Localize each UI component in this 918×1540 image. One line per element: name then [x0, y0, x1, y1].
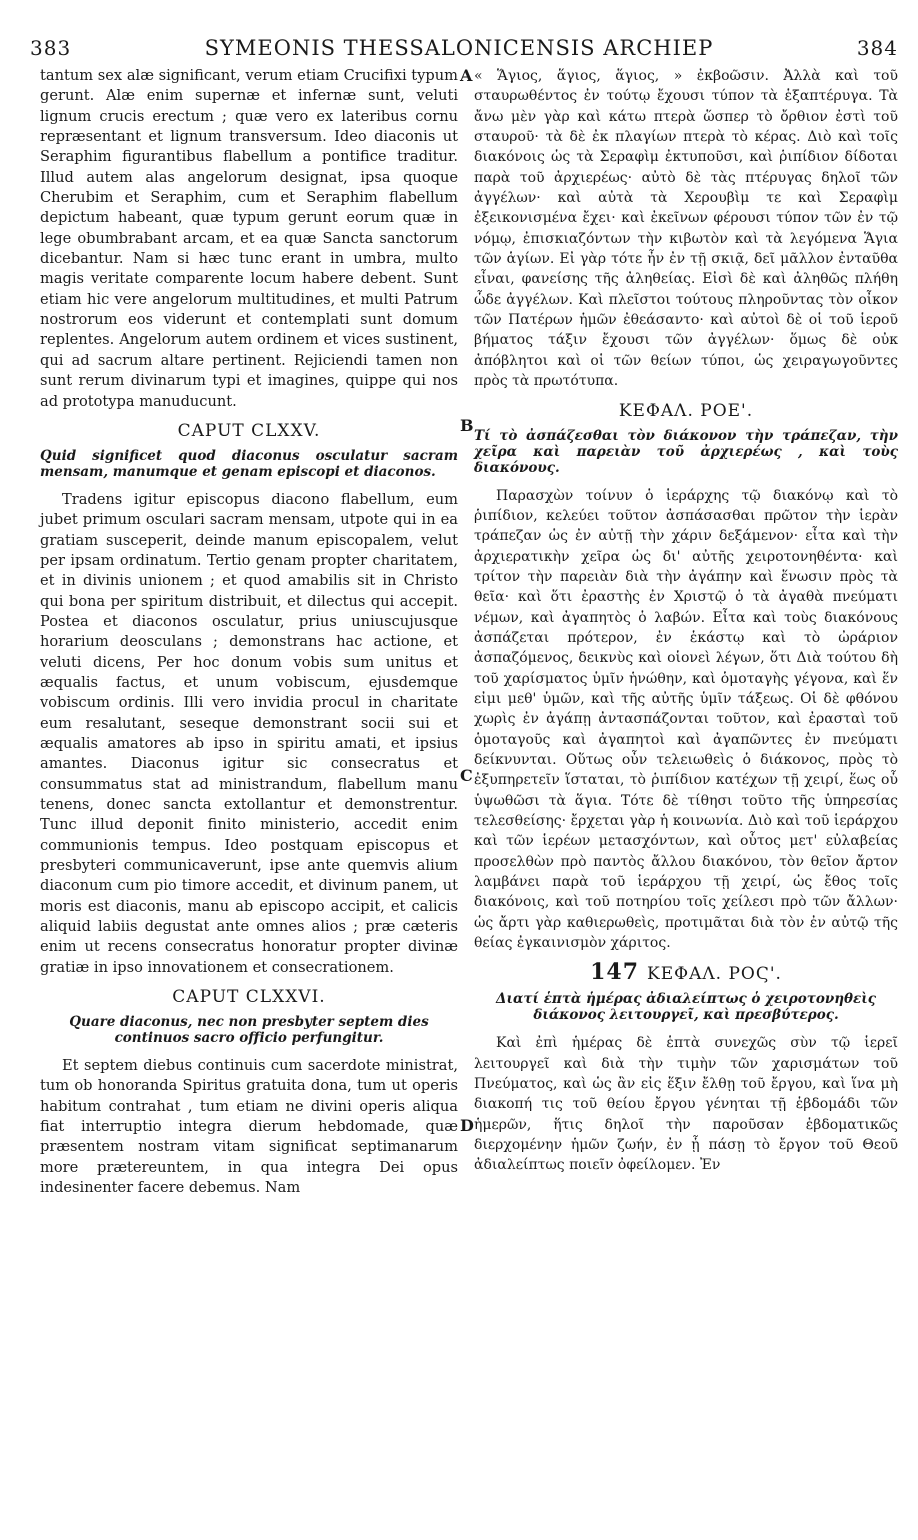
latin-intro-paragraph: tantum sex alæ significant, verum etiam Crucifixi typum gerunt. Alæ enim supernæ et infernæ sunt, veluti lignum crucis erectum ; quæ vero ex lateribus cornu repræsentant et lignum transversum. Ideo diaconis ut Seraphim figurantibus flabellum a pontifice traditur. Illud autem alas angelorum designat, ipsa quoque Cherubim et Seraphim, cum et Seraphim flabellum depictum habeant, quæ typum gerunt eorum quæ in lege obumbrabant arcam, et ea quæ Sancta sanctorum dicebantur. Nam si hæc tunc erant in umbra, multo magis veritate comparente locum habere debent. Sunt etiam hic vere angelorum multitudines, et multi Patrum nostrorum eos viderunt et contemplati sunt domum replentes. Angelorum autem ordinem et vices sustinent, qui ad sacrum altare pertinent. Rejiciendi tamen non sunt rerum divinarum typi et imagines, quippe qui nos ad prototypa manuducunt.	[40, 67, 458, 410]
margin-marker-b: B	[460, 416, 474, 435]
latin-chapter-summary-175: Quid significet quod diaconus osculatur sacram mensam, manumque et genam episcopi et diaconos.	[40, 447, 458, 480]
greek-chapter-heading-176-label: ΚΕΦΑΛ. ΡΟϚ'.	[647, 964, 782, 985]
margin-marker-d: D	[460, 1116, 474, 1135]
greek-intro-paragraph: « Ἅγιος, ἅγιος, ἅγιος, » ἐκβοῶσιν. Ἀλλὰ καὶ τοῦ σταυρωθέντος ἐν τούτῳ ἔχουσι τύπον τὰ ἑξαπτέρυγα. Τὰ ἄνω μὲν γὰρ καὶ κάτω πτερὰ ὥσπερ τὸ ὄρθιον ἐστὶ τοῦ σταυροῦ· τὰ δὲ ἐκ πλαγίων πτερὰ τὸ κέρας. Διὸ καὶ τοῖς διακόνοις ὡς τὰ Σεραφὶμ ἐκτυποῦσι, καὶ ῥιπίδιον δίδοται παρὰ τοῦ ἀρχιερέως· αὐτὸ δὲ τὰς πτέρυγας δηλοῖ τῶν ἀγγέλων· καὶ αὐτὰ τὰ Χερουβὶμ τε καὶ Σεραφὶμ ἐξεικονισμένα ἔχει· καὶ ἐκεῖνων φέρουσι τύπον τῶν ἐν τῷ νόμῳ, ἐπισκιαζόντων τὴν κιβωτὸν καὶ τὰ λεγόμενα Ἅγια τῶν ἁγίων. Εἰ γὰρ τότε ἦν ἐν τῇ σκιᾷ, δεῖ μᾶλλον ἐνταῦθα εἶναι, φανείσης τῆς ἀληθείας. Εἰσὶ δὲ καὶ ἀληθῶς πλήθη ὧδε ἀγγέλων. Καὶ πλεῖστοι τούτους πληροῦντας τὸν οἶκον τῶν Πατέρων ἡμῶν ἐθεάσαντο· καὶ αὐτοὶ δὲ οἱ τοῦ ἱεροῦ βήματος τάξιν ἔχουσι τῶν ἀγγέλων· ὅμως δὲ οὐκ ἀπόβλητοι καὶ οἱ τῶν θείων τύποι, ὡς χειραγωγοῦντες πρὸς τὰ πρωτότυπα.	[474, 68, 898, 390]
latin-chapter-summary-176: Quare diaconus, nec non presbyter septem dies continuos sacro officio perfungitur.	[69, 1014, 429, 1047]
greek-chapter-summary-176: Διατί ἑπτὰ ἡμέρας ἀδιαλείπτως ὁ χειροτονηθεὶς διάκονος λειτουργεῖ, καὶ πρεσβύτερος.	[496, 991, 876, 1024]
latin-chapter-heading-176: CAPUT CLXXVI.	[172, 987, 326, 1008]
greek-chapter-heading-176	[474, 961, 898, 985]
greek-column	[474, 66, 898, 1176]
margin-marker-c: C	[460, 766, 473, 785]
margin-marker-a: A	[460, 66, 473, 85]
greek-chapter-body-176: Καὶ ἐπὶ ἡμέρας δὲ ἑπτὰ συνεχῶς σὺν τῷ ἱερεῖ λειτουργεῖ καὶ διὰ τὴν τιμὴν τῶν χαρισμάτων τοῦ Πνεύματος, καὶ ὡς ἂν εἰς ἕξιν ἔλθῃ τοῦ ἔργου, καὶ ἵνα μὴ διακοπή τις τοῦ θείου ἔργου γένηται τῇ ἑβδομάδι τῶν ἡμερῶν, ἥτις δηλοῖ τὴν παροῦσαν ἑβδοματικῶς διερχομένην ἡμῶν ζωήν, ἐν ᾗ πάσῃ τὸ ἔργον τοῦ Θεοῦ ἀδιαλείπτως ποιεῖν ὀφείλομεν. Ἐν	[474, 1035, 898, 1174]
page-number-147: 147	[590, 959, 640, 986]
running-title: SYMEONIS THESSALONICENSIS ARCHIEP	[204, 36, 714, 60]
page-number-right: 384	[856, 36, 898, 60]
latin-column	[40, 66, 458, 1199]
greek-chapter-summary-175: Τί τὸ ἀσπάζεσθαι τὸν διάκονον τὴν τράπεζαν, τὴν χεῖρα καὶ παρειὰν τοῦ ἀρχιερέως , καὶ τοὺς διακόνους.	[474, 427, 898, 476]
greek-chapter-heading-175: ΚΕΦΑΛ. ΡΟΕ'.	[618, 400, 754, 421]
latin-chapter-body-175: Tradens igitur episcopus diacono flabellum, eum jubet primum osculari sacram mensam, utpote qui in ea gratiam susceperit, deinde manum episcopalem, velut per ipsam ordinatum. Tertio genam propter charitatem, et in divinis unionem ; et quod amabilis sit in Christo qui bona per spiritum distribuit, et dilectus qui accepit. Postea et diaconos osculatur, prius uniuscujusque horarium deosculans ; demonstrans hac actione, et veluti dicens, Per hoc donum vobis sum unitus et æqualis factus, et unum vobiscum, ejusdemque vobiscum ordinis. Illi vero invidia procul in charitate eum resalutant, seseque demonstrant socii sui et æqualis amatores ab ipso in spiritu amati, et ipsius amantes. Diaconus igitur sic consecratus et consummatus stat ad ministrandum, flabellum manu tenens, donec sancta extollantur et demonstrentur. Tunc illud deponit finito ministerio, accedit enim communionis tempus. Ideo postquam episcopus et presbyteri communicaverunt, ipse ante quemvis alium diaconum cum pio timore accedit, et divinum panem, ut moris est diaconis, manu ab episcopo accipit, et calicis aliquid labiis degustat ante omnes alios ; præ cæteris enim ut recens consecratus honoratur propter divinæ gratiæ in ipso innovationem et consecrationem.	[40, 490, 458, 976]
greek-chapter-body-175: Παρασχὼν τοίνυν ὁ ἱεράρχης τῷ διακόνῳ καὶ τὸ ῥιπίδιον, κελεύει τοῦτον ἀσπάσασθαι πρῶτον τὴν ἱερὰν τράπεζαν ὡς ἐν αὐτῇ τὴν χάριν δεξάμενον· εἶτα καὶ τὴν ἀρχιερατικὴν χεῖρα ὡς δι' αὐτῆς χειροτονηθέντα· καὶ τρίτον τὴν παρειὰν διὰ τὴν ἀγάπην καὶ ἕνωσιν πρὸς τὰ θεῖα· καὶ ὅτι ἐραστὴς ἐν Χριστῷ ὁ τὰ ἀγαθὰ πνεύματι νέμων, καὶ ἀγαπητὸς ὁ λαβών. Εἶτα καὶ τοὺς διακόνους ἀσπάζεται πρότερον, ἐν ἑκάστῳ καὶ τὸ ὠράριον ἀσπαζόμενος, δεικνὺς καὶ οἱονεὶ λέγων, ὅτι Διὰ τούτου δὴ τοῦ χαρίσματος ὑμῖν ἡνώθην, καὶ ὁμοταγὴς γέγονα, καὶ ἕν εἰμι μεθ' ὑμῶν, καὶ τῆς αὐτῆς ὑμῖν τάξεως. Οἱ δὲ φθόνου χωρὶς ἐν ἀγάπῃ ἀντασπάζονται τοῦτον, καὶ ἐρασταὶ τοῦ ὁμοταγοῦς καὶ ἀγαπητοὶ καὶ ἀγαπῶντες ἐν πνεύματι δείκνυνται. Οὕτως οὖν τελειωθεὶς ὁ διάκονος, πρὸς τὸ ἐξυπηρετεῖν ἵσταται, τὸ ῥιπίδιον κατέχων τῇ χειρί, ἕως οὗ ὑψωθῶσι τὰ ἅγια. Τότε δὲ τίθησι τοῦτο τῆς ὑπηρεσίας τελεσθείσης· ἔρχεται γὰρ ἡ κοινωνία. Διὸ καὶ τοῦ ἱεράρχου καὶ τῶν ἱερέων μετασχόντων, καὶ οὗτος μετ' εὐλαβείας προσελθὼν πρὸ παντὸς ἄλλου διακόνου, τὸν θεῖον ἄρτον λαμβάνει παρὰ τοῦ ἱεράρχου τῇ χειρί, ὡς ἔθος τοῖς διακόνοις, καὶ τοῦ ποτηρίου τοῖς χείλεσι πρὸ τῶν ἄλλων· ὡς ἄρτι γὰρ καθιερωθεὶς, προτιμᾶται διὰ τὸν ἐν αὐτῷ τῆς θείας ἐγκαινισμὸν χάριτος.	[474, 487, 898, 952]
latin-chapter-body-176: Et septem diebus continuis cum sacerdote ministrat, tum ob honoranda Spiritus gratuita dona, tum ut operis habitum contrahat , tum etiam ne divini operis aliqua fiat interruptio integra dierum hebdomade, quæ præsentem nostram vitam significat septimanarum more prætereuntem, in qua integra Dei opus indesinenter facere debemus. Nam	[40, 1057, 458, 1197]
page-header	[0, 0, 918, 60]
page-number-left: 383	[30, 36, 72, 60]
latin-chapter-heading-175: CAPUT CLXXV.	[177, 420, 321, 441]
